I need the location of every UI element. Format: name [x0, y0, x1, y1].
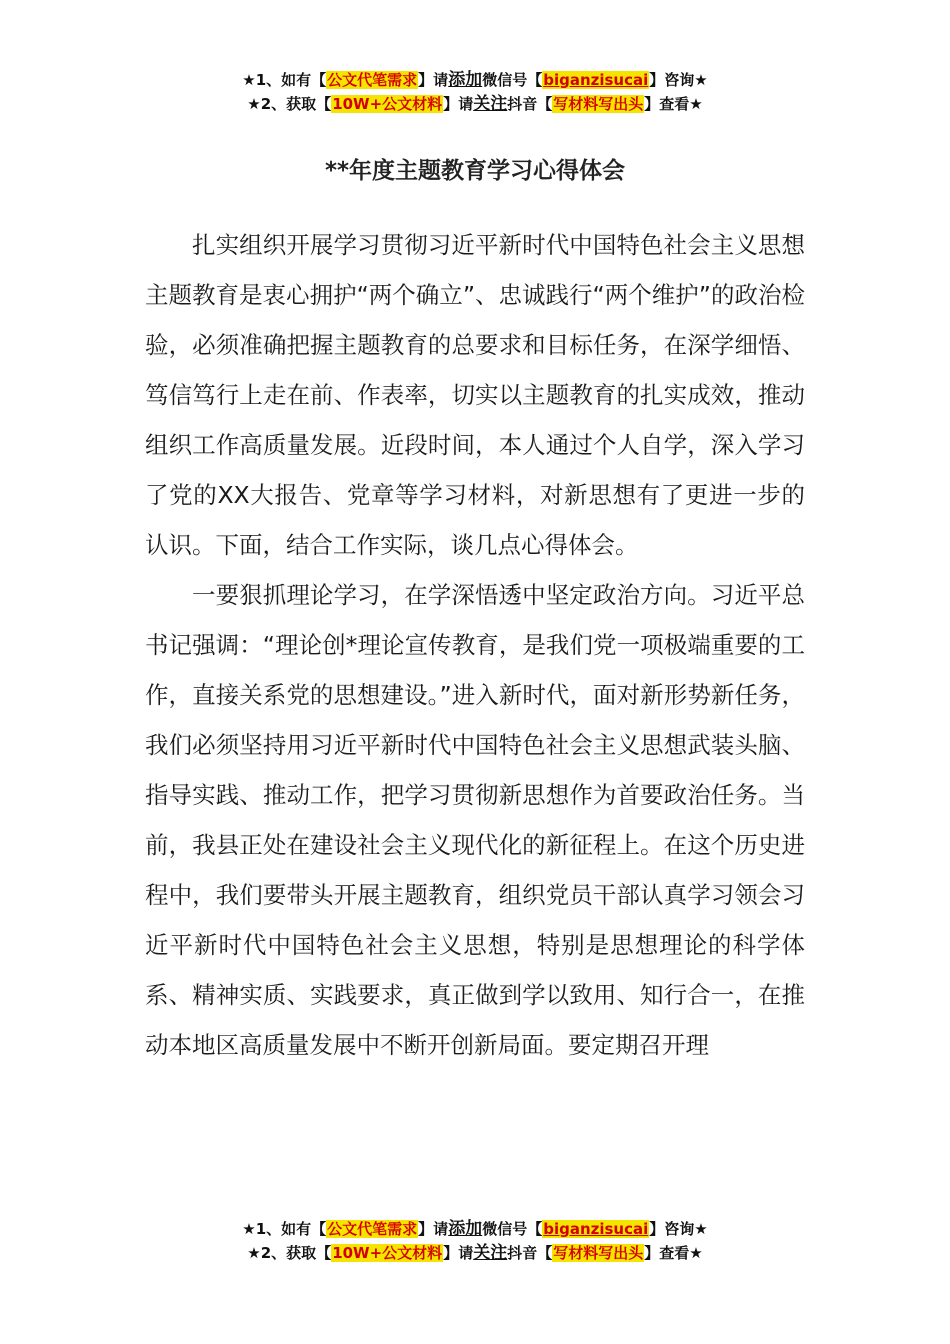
banner-highlight: 10W+公文材料 — [332, 95, 443, 113]
banner-text: ★1、如有【 — [242, 1220, 327, 1238]
banner-text: 抖音【 — [507, 1244, 553, 1262]
wechat-id-link[interactable]: biganzisucai — [543, 1220, 649, 1238]
wechat-id-link[interactable]: biganzisucai — [543, 71, 649, 89]
banner-text: 】咨询★ — [649, 71, 708, 89]
banner-text: ★2、获取【 — [247, 1244, 332, 1262]
banner-text: 】请 — [418, 1220, 449, 1238]
banner-highlight: 写材料写出头 — [553, 1244, 644, 1262]
banner-text: ★1、如有【 — [242, 71, 327, 89]
document-body — [145, 220, 805, 1070]
banner-emphasis: 关注 — [473, 94, 508, 114]
bottom-banner — [0, 1217, 950, 1265]
top-banner — [0, 68, 950, 116]
banner-emphasis: 关注 — [473, 1243, 508, 1263]
banner-text: 微信号【 — [482, 71, 543, 89]
paragraph-1: 扎实组织开展学习贯彻习近平新时代中国特色社会主义思想主题教育是衷心拥护“两个确立”、忠诚践行“两个维护”的政治检验，必须准确把握主题教育的总要求和目标任务，在深学细悟、笃信笃行上走在前、作表率，切实以主题教育的扎实成效，推动组织工作高质量发展。近段时间，本人通过个人自学，深入学习了党的XX大报告、党章等学习材料，对新思想有了更进一步的认识。下面，结合工作实际，谈几点心得体会。 — [145, 231, 805, 559]
banner-line-2 — [0, 92, 950, 116]
banner-text: ★2、获取【 — [247, 95, 332, 113]
banner-emphasis: 添加 — [448, 1219, 483, 1239]
banner-text: 微信号【 — [482, 1220, 543, 1238]
banner-text: 抖音【 — [507, 95, 553, 113]
banner-highlight: 公文代笔需求 — [327, 71, 418, 89]
banner-line-1 — [0, 1217, 950, 1241]
banner-line-1 — [0, 68, 950, 92]
paragraph-2: 一要狠抓理论学习，在学深悟透中坚定政治方向。习近平总书记强调：“理论创*理论宣传教育，是我们党一项极端重要的工作，直接关系党的思想建设。”进入新时代，面对新形势新任务，我们必须坚持用习近平新时代中国特色社会主义思想武装头脑、指导实践、推动工作，把学习贯彻新思想作为首要政治任务。当前，我县正处在建设社会主义现代化的新征程上。在这个历史进程中，我们要带头开展主题教育，组织党员干部认真学习领会习近平新时代中国特色社会主义思想，特别是思想理论的科学体系、精神实质、实践要求，真正做到学以致用、知行合一，在推动本地区高质量发展中不断开创新局面。要定期召开理 — [145, 581, 805, 1059]
banner-highlight: 公文代笔需求 — [327, 1220, 418, 1238]
banner-text: 】咨询★ — [649, 1220, 708, 1238]
banner-line-2 — [0, 1241, 950, 1265]
banner-text: 】请 — [443, 95, 474, 113]
banner-text: 】请 — [418, 71, 449, 89]
banner-highlight: 写材料写出头 — [553, 95, 644, 113]
document-title: **年度主题教育学习心得体会 — [324, 158, 626, 184]
banner-text: 】查看★ — [644, 1244, 703, 1262]
banner-text: 】请 — [443, 1244, 474, 1262]
banner-highlight: 10W+公文材料 — [332, 1244, 443, 1262]
banner-emphasis: 添加 — [448, 70, 483, 90]
banner-text: 】查看★ — [644, 95, 703, 113]
